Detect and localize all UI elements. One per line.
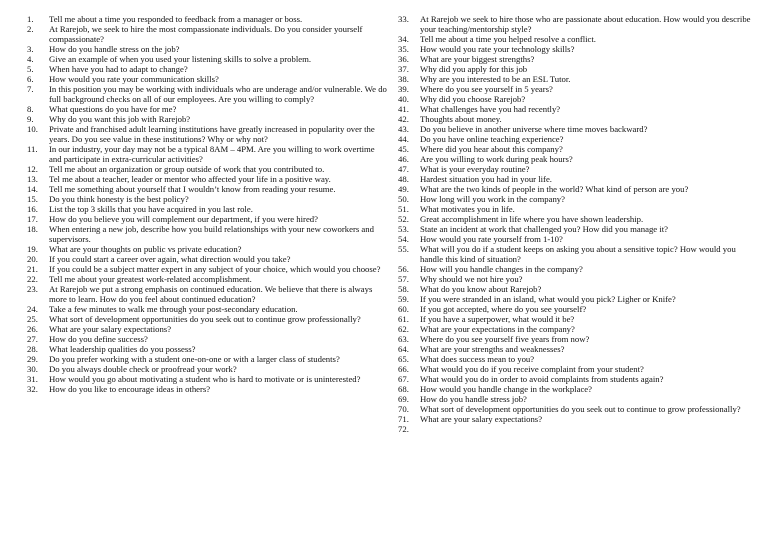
question-number: 31. [27,374,38,384]
question-item [398,324,758,334]
question-item [27,104,389,114]
question-text: What are your biggest strengths? [420,54,535,64]
question-text: When have you had to adapt to change? [49,64,188,74]
question-item [398,214,758,224]
question-text: Why did you choose Rarejob? [420,94,526,104]
question-text: Tell me about an organization or group outside of work that you contributed to. [49,164,325,174]
question-item [27,264,389,274]
question-number: 35. [398,44,409,54]
question-item [27,274,389,284]
question-number: 45. [398,144,409,154]
question-text: What questions do you have for me? [49,104,177,114]
question-text: Private and franchised adult learning institutions have greatly increased in popularity over the years. Do you see value in these institutions? Why or why not? [49,124,375,144]
question-number: 50. [398,194,409,204]
question-item [27,384,389,394]
question-number: 11. [27,144,38,154]
question-number: 51. [398,204,409,214]
question-number: 62. [398,324,409,334]
question-text: What are your salary expectations? [49,324,172,334]
question-item [398,34,758,44]
question-text: Hardest situation you had in your life. [420,174,552,184]
question-item [398,364,758,374]
question-item [398,114,758,124]
question-text: Tell me about a time you helped resolve a conflict. [420,34,596,44]
question-text: In this position you may be working with individuals who are underage and/or vulnerable. We do full background checks on all of our employees. Are you willing to comply? [49,84,387,104]
question-number: 8. [27,104,34,114]
question-number: 60. [398,304,409,314]
question-item [398,424,758,434]
question-number: 5. [27,64,34,74]
question-number: 46. [398,154,409,164]
question-item [398,224,758,234]
question-number: 38. [398,74,409,84]
question-item [27,344,389,354]
question-text: At Rarejob, we seek to hire the most compassionate individuals. Do you consider yourself compassionate? [49,24,363,44]
question-item [398,204,758,214]
question-item [27,374,389,384]
question-text: Do you always double check or proofread your work? [49,364,237,374]
question-text: Are you willing to work during peak hours? [420,154,573,164]
question-text: How do you define success? [49,334,148,344]
question-item [398,54,758,64]
question-item [398,174,758,184]
question-text: Do you prefer working with a student one-on-one or with a larger class of students? [49,354,340,364]
question-number: 14. [27,184,38,194]
question-text: How would you rate yourself from 1-10? [420,234,563,244]
question-text: Do you have online teaching experience? [420,134,564,144]
question-item [398,84,758,94]
question-item [398,374,758,384]
question-number: 34. [398,34,409,44]
question-item [398,394,758,404]
question-text: How would you rate your technology skills? [420,44,575,54]
question-text: What are the two kinds of people in the world? What kind of person are you? [420,184,689,194]
question-item [27,224,389,244]
question-item [27,174,389,184]
question-item [398,284,758,294]
question-text: If you got accepted, where do you see yourself? [420,304,587,314]
question-number: 26. [27,324,38,334]
question-item [398,144,758,154]
question-text: What are your strengths and weaknesses? [420,344,565,354]
question-number: 2. [27,24,34,34]
question-item [398,304,758,314]
question-text: What sort of development opportunities do you seek out to continue to grow professionally? [420,404,741,414]
question-item [398,234,758,244]
question-number: 55. [398,244,409,254]
question-number: 41. [398,104,409,114]
question-text: Why should we not hire you? [420,274,523,284]
question-item [27,354,389,364]
question-item [27,164,389,174]
question-text: Where do you see yourself five years from now? [420,334,590,344]
question-text: What motivates you in life. [420,204,515,214]
question-number: 18. [27,224,38,234]
question-list-right [398,14,758,434]
question-item [27,24,389,44]
question-item [398,264,758,274]
question-number: 57. [398,274,409,284]
question-text: What is your everyday routine? [420,164,530,174]
question-item [27,254,389,264]
question-text: Why do you want this job with Rarejob? [49,114,191,124]
question-number: 58. [398,284,409,294]
question-item [27,244,389,254]
question-item [398,354,758,364]
question-item [398,94,758,104]
question-text: If you could start a career over again, what direction would you take? [49,254,291,264]
question-number: 69. [398,394,409,404]
question-number: 64. [398,344,409,354]
question-number: 66. [398,364,409,374]
question-number: 15. [27,194,38,204]
question-number: 12. [27,164,38,174]
question-item [27,74,389,84]
question-item [27,44,389,54]
question-number: 25. [27,314,38,324]
question-item [398,344,758,354]
question-text: Great accomplishment in life where you have shown leadership. [420,214,644,224]
question-item [27,314,389,324]
question-text: How do you believe you will complement our department, if you were hired? [49,214,318,224]
question-number: 67. [398,374,409,384]
question-text: How would you rate your communication skills? [49,74,219,84]
question-text: What would you do if you receive complaint from your student? [420,364,644,374]
question-text [420,424,758,434]
question-text: At Rarejob we put a strong emphasis on continued education. We believe that there is always more to learn. How do you feel about continued education? [49,284,373,304]
question-number: 42. [398,114,409,124]
question-text: If you were stranded in an island, what would you pick? Ligher or Knife? [420,294,676,304]
question-item [27,124,389,144]
question-number: 1. [27,14,34,24]
question-number: 48. [398,174,409,184]
question-text: Where did you hear about this company? [420,144,563,154]
question-text: If you have a superpower, what would it be? [420,314,575,324]
question-number: 59. [398,294,409,304]
question-item [398,64,758,74]
question-text: Tell me about a time you responded to feedback from a manager or boss. [49,14,303,24]
question-text: Do you believe in another universe where time moves backward? [420,124,648,134]
question-item [27,324,389,334]
question-number: 63. [398,334,409,344]
question-text: What challenges have you had recently? [420,104,561,114]
question-item [27,364,389,374]
question-number: 33. [398,14,409,24]
question-number: 44. [398,134,409,144]
question-text: When entering a new job, describe how you build relationships with your new coworkers and supervisors. [49,224,374,244]
question-text: How would you go about motivating a student who is hard to motivate or is uninterested? [49,374,361,384]
question-text: How would you handle change in the workplace? [420,384,593,394]
question-item [27,204,389,214]
question-text: List the top 3 skills that you have acquired in you last role. [49,204,253,214]
question-number: 7. [27,84,34,94]
question-item [27,184,389,194]
question-number: 23. [27,284,38,294]
question-text: What will you do if a student keeps on asking you about a sensitive topic? How would you handle this kind of situation? [420,244,736,264]
question-number: 70. [398,404,409,414]
question-item [398,194,758,204]
question-number: 4. [27,54,34,64]
question-number: 17. [27,214,38,224]
question-number: 9. [27,114,34,124]
question-number: 6. [27,74,34,84]
question-text: What leadership qualities do you possess? [49,344,196,354]
question-item [398,134,758,144]
question-number: 19. [27,244,38,254]
question-item [398,154,758,164]
question-number: 27. [27,334,38,344]
question-number: 36. [398,54,409,64]
question-number: 21. [27,264,38,274]
question-item [398,404,758,414]
question-text: How do you like to encourage ideas in others? [49,384,211,394]
question-number: 16. [27,204,38,214]
question-number: 56. [398,264,409,274]
question-item [398,294,758,304]
question-text: What sort of development opportunities do you seek out to continue grow professionally? [49,314,361,324]
question-number: 53. [398,224,409,234]
question-item [27,84,389,104]
question-text: Tel me about a teacher, leader or mentor who affected your life in a positive way. [49,174,331,184]
question-item [398,414,758,424]
question-number: 68. [398,384,409,394]
question-number: 22. [27,274,38,284]
question-text: How do you handle stress job? [420,394,527,404]
question-number: 24. [27,304,38,314]
question-text: Why are you interested to be an ESL Tutor. [420,74,571,84]
question-number: 49. [398,184,409,194]
question-number: 37. [398,64,409,74]
question-text: How do you handle stress on the job? [49,44,180,54]
question-text: Tell me about your greatest work-related accomplishment. [49,274,252,284]
question-number: 30. [27,364,38,374]
question-text: Do you think honesty is the best policy? [49,194,189,204]
question-item [398,124,758,134]
question-text: In our industry, your day may not be a typical 8AM – 4PM. Are you willing to work overtime and participate in extra-curricular activities? [49,144,375,164]
question-text: Where do you see yourself in 5 years? [420,84,553,94]
question-list-left [27,14,389,394]
question-number: 10. [27,124,38,134]
question-number: 20. [27,254,38,264]
question-text: What are your salary expectations? [420,414,543,424]
question-text: Why did you apply for this job [420,64,528,74]
question-text: Tell me something about yourself that I wouldn’t know from reading your resume. [49,184,336,194]
question-item [27,54,389,64]
question-item [27,214,389,224]
question-number: 65. [398,354,409,364]
question-item [398,184,758,194]
question-item [398,244,758,264]
question-number: 61. [398,314,409,324]
question-text: What are your expectations in the company? [420,324,575,334]
question-item [27,64,389,74]
question-text: What are your thoughts on public vs private education? [49,244,242,254]
question-text: What would you do in order to avoid complaints from students again? [420,374,664,384]
question-item [398,74,758,84]
question-item [398,104,758,114]
question-item [27,304,389,314]
question-number: 32. [27,384,38,394]
question-number: 71. [398,414,409,424]
question-text: Thoughts about money. [420,114,502,124]
question-number: 40. [398,94,409,104]
question-text: What do you know about Rarejob? [420,284,542,294]
question-text: Give an example of when you used your listening skills to solve a problem. [49,54,312,64]
question-item [27,144,389,164]
question-number: 52. [398,214,409,224]
question-number: 28. [27,344,38,354]
question-text: At Rarejob we seek to hire those who are passionate about education. How would you describe your teaching/mentorship style? [420,14,751,34]
question-item [398,384,758,394]
question-item [27,194,389,204]
question-number: 13. [27,174,38,184]
question-item [398,164,758,174]
question-item [27,284,389,304]
question-item [398,14,758,34]
question-text: How long will you work in the company? [420,194,566,204]
question-number: 3. [27,44,34,54]
question-text: Take a few minutes to walk me through your post-secondary education. [49,304,298,314]
question-item [398,44,758,54]
question-item [27,14,389,24]
question-number: 39. [398,84,409,94]
question-item [398,334,758,344]
question-number: 29. [27,354,38,364]
question-item [27,114,389,124]
question-text: What does success mean to you? [420,354,535,364]
question-number: 47. [398,164,409,174]
question-text: If you could be a subject matter expert in any subject of your choice, which would you choose? [49,264,381,274]
question-item [398,274,758,284]
question-text: State an incident at work that challenged you? How did you manage it? [420,224,669,234]
question-item [27,334,389,344]
question-number: 43. [398,124,409,134]
question-text: How will you handle changes in the company? [420,264,583,274]
question-number: 54. [398,234,409,244]
question-number: 72. [398,424,409,434]
question-item [398,314,758,324]
